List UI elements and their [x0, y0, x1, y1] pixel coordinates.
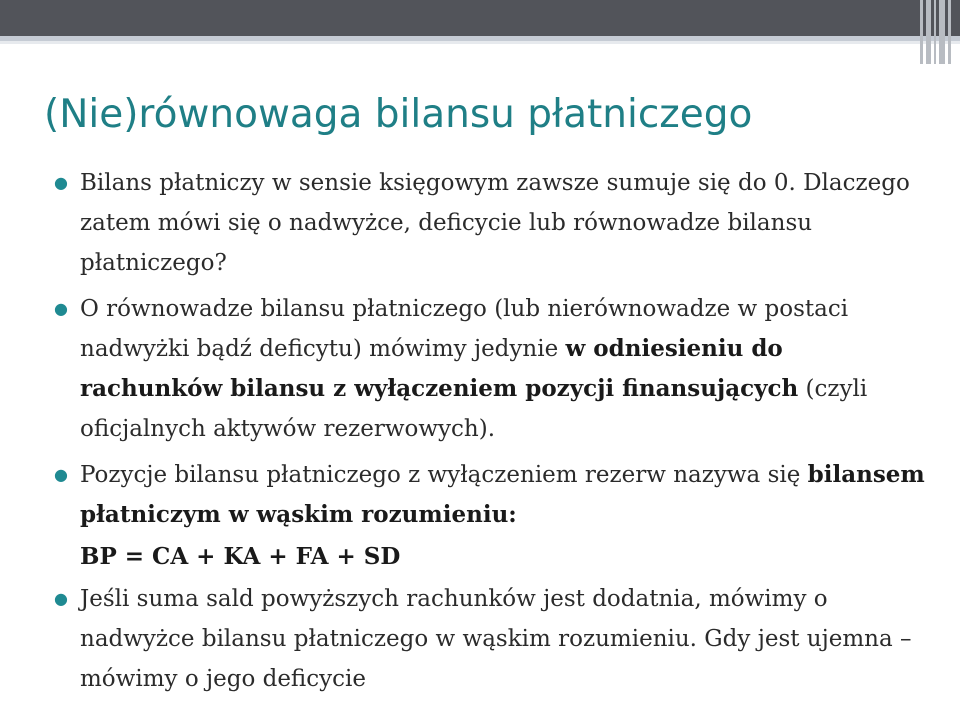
bullet-item-2 — [50, 289, 930, 449]
bullet-3-text-bold: bilansem płatniczym w wąskim rozumieniu: — [80, 461, 925, 528]
bullet-dot-icon: ● — [54, 173, 68, 192]
bullet-3-text-pre: Pozycje bilansu płatniczego z wyłączeniem rezerw nazywa się — [80, 462, 808, 488]
bullet-2-text-post: (czyli oficjalnych aktywów rezerwowych). — [80, 376, 868, 442]
formula: BP = CA + KA + FA + SD — [80, 543, 401, 570]
slide-body — [50, 163, 930, 699]
bullet-item-4 — [50, 579, 930, 699]
slide-title: (Nie)równowaga bilansu płatniczego — [44, 92, 753, 137]
bullet-dot-icon: ● — [54, 589, 68, 608]
bullet-item-3 — [50, 455, 930, 535]
bullet-1-text: Bilans płatniczy w sensie księgowym zawsze sumuje się do 0. Dlaczego zatem mówi się o nadwyżce, deficycie lub równowadze bilansu płatniczego? — [80, 170, 910, 276]
decorative-stripes — [920, 0, 952, 64]
bullet-4-text: Jeśli suma sald powyższych rachunków jest dodatnia, mówimy o nadwyżce bilansu płatniczego w wąskim rozumieniu. Gdy jest ujemna – mówimy o jego deficycie — [80, 586, 912, 692]
bullet-2-text-pre: O równowadze bilansu płatniczego (lub nierównowadze w postaci nadwyżki bądź deficytu) mówimy jedynie — [80, 296, 849, 362]
bullet-dot-icon: ● — [54, 465, 68, 484]
top-bar — [0, 0, 960, 36]
bullet-2-text-bold: w odniesieniu do rachunków bilansu z wyłączeniem pozycji finansujących — [80, 335, 799, 402]
bullet-item-1 — [50, 163, 930, 283]
bullet-dot-icon: ● — [54, 299, 68, 318]
accent-line-light — [0, 41, 960, 44]
